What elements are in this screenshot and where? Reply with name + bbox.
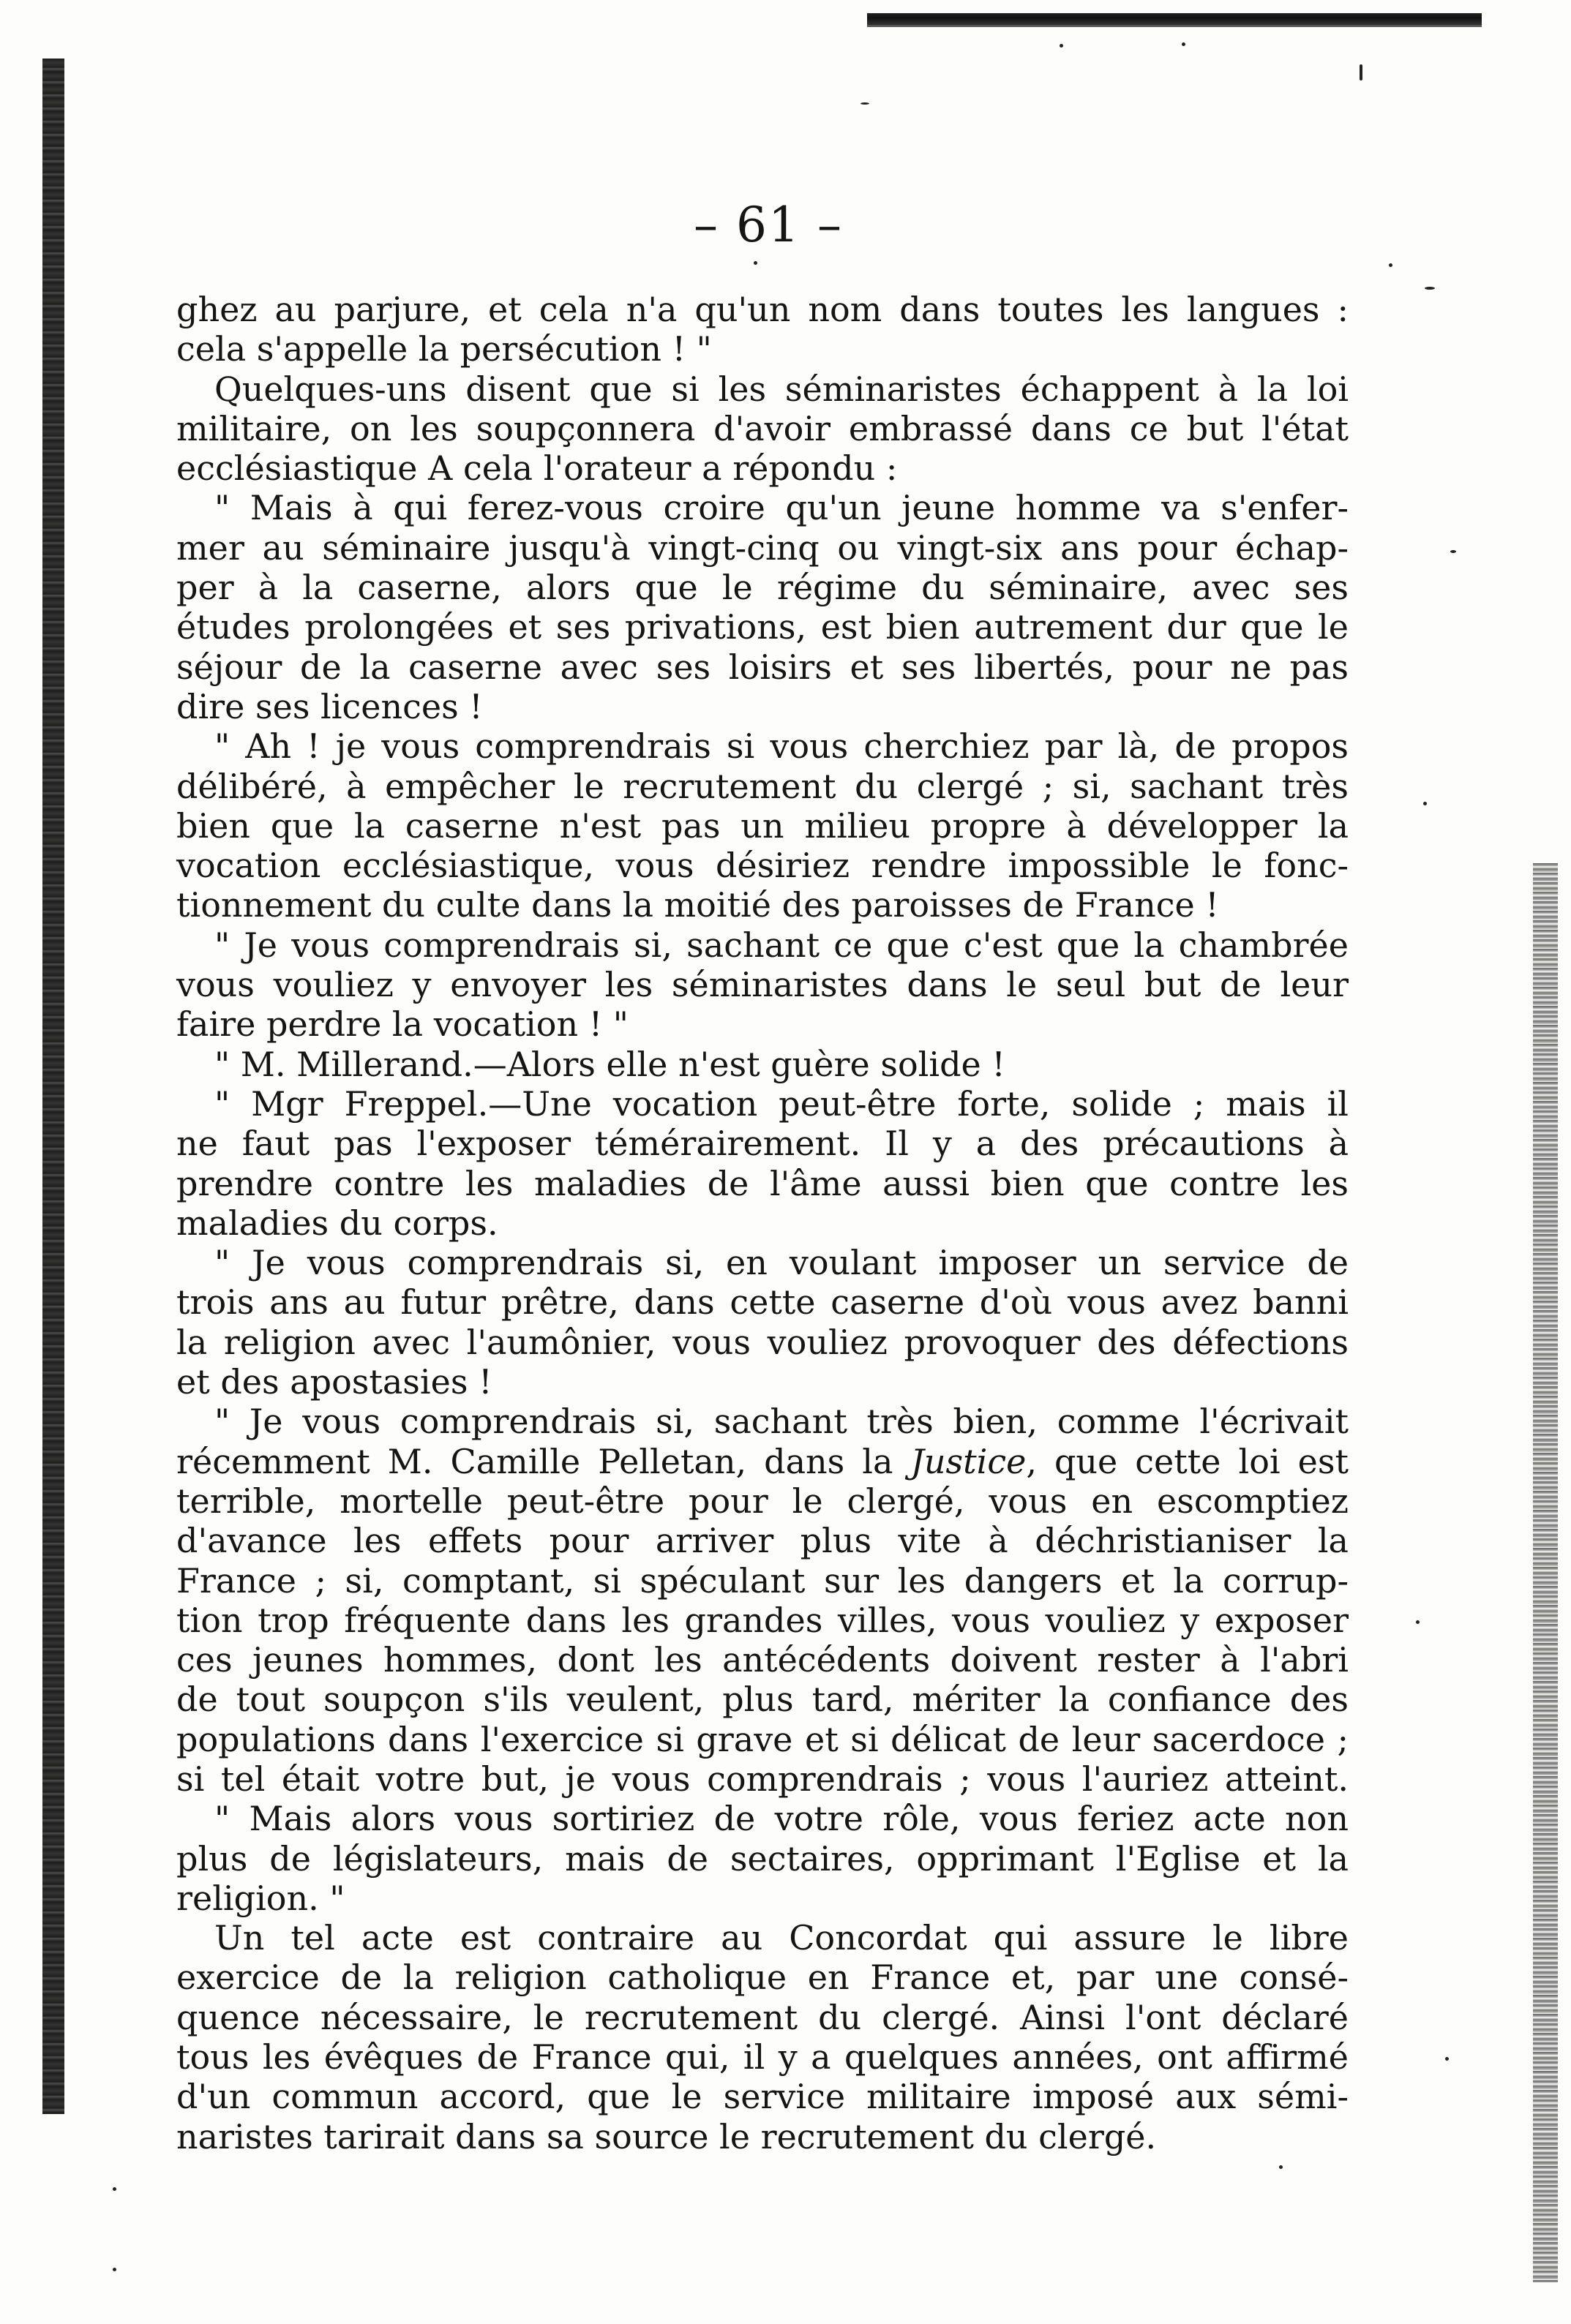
text-line: délibéré, à empêcher le recrutement du clergé ; si, sachant très [176, 766, 1349, 806]
scan-speck [1423, 802, 1427, 805]
text-line: populations dans l'exercice si grave et si délicat de leur sacerdoce ; [176, 1719, 1349, 1759]
text-line: tion trop fréquente dans les grandes villes, vous vouliez y exposer [176, 1600, 1349, 1640]
text-line: religion. " [176, 1878, 345, 1918]
text-line: Un tel acte est contraire au Concordat qui assure le libre [214, 1918, 1349, 1958]
right-binding-edge [1533, 863, 1558, 2282]
scan-speck [1182, 42, 1185, 46]
text-line: et des apostasies ! [176, 1362, 492, 1402]
scan-speck [1445, 2057, 1449, 2061]
text-line: tous les évêques de France qui, il y a quelques années, ont affirmé [176, 2037, 1349, 2077]
text-line: " Ah ! je vous comprendrais si vous cherchiez par là, de propos [214, 726, 1349, 767]
text-line: la religion avec l'aumônier, vous vouliez provoquer des défections [176, 1322, 1349, 1362]
text-line: récemment M. Camille Pelletan, dans la Justice, que cette loi est [176, 1441, 1349, 1481]
text-line: mer au séminaire jusqu'à vingt-cinq ou vingt-six ans pour échap- [176, 527, 1349, 568]
page-number: – 61 – [694, 197, 843, 253]
text-line: ecclésiastique A cela l'orateur a répondu : [176, 448, 898, 489]
text-line: plus de législateurs, mais de sectaires, opprimant l'Eglise et la [176, 1838, 1349, 1879]
text-line: ghez au parjure, et cela n'a qu'un nom dans toutes les langues : [176, 290, 1349, 329]
text-line: exercice de la religion catholique en France et, par une consé- [176, 1958, 1349, 1998]
scan-speck [1425, 287, 1435, 290]
scan-speck [754, 261, 757, 265]
top-rule-artifact [867, 13, 1482, 25]
text-line: d'un commun accord, que le service militaire imposé aux sémi- [176, 2077, 1349, 2117]
left-binding-edge [42, 59, 64, 2114]
text-line: vous vouliez y envoyer les séminaristes dans le seul but de leur [176, 965, 1349, 1005]
text-line: ces jeunes hommes, dont les antécédents doivent rester à l'abri [176, 1640, 1349, 1680]
text-line: faire perdre la vocation ! " [176, 1004, 629, 1045]
text-line: tionnement du culte dans la moitié des paroisses de France ! [176, 885, 1219, 925]
text-line: dire ses licences ! [176, 686, 483, 726]
text-line: trois ans au futur prêtre, dans cette caserne d'où vous avez banni [176, 1282, 1349, 1323]
scan-speck [861, 102, 869, 105]
text-line: per à la caserne, alors que le régime du séminaire, avec ses [176, 568, 1349, 608]
text-line: " Mais à qui ferez-vous croire qu'un jeune homme va s'enfer- [214, 488, 1349, 528]
text-line: d'avance les effets pour arriver plus vite à déchristianiser la [176, 1521, 1349, 1561]
scan-speck [1060, 44, 1063, 48]
top-rule-artifact-thin [867, 25, 1482, 27]
text-line: de tout soupçon s'ils veulent, plus tard, mériter la confiance des [176, 1680, 1349, 1720]
scan-speck [113, 2187, 116, 2191]
text-line: vocation ecclésiastique, vous désiriez rendre impossible le fonc- [176, 846, 1349, 886]
text-line: quence nécessaire, le recrutement du clergé. Ainsi l'ont déclaré [176, 1997, 1349, 2037]
text-line: " Mais alors vous sortiriez de votre rôle, vous feriez acte non [214, 1799, 1349, 1839]
text-line: " M. Millerand.—Alors elle n'est guère solide ! [214, 1044, 1005, 1084]
text-line: Quelques-uns disent que si les séminaristes échappent à la loi [214, 369, 1349, 409]
scan-speck [1416, 1620, 1420, 1624]
text-line: séjour de la caserne avec ses loisirs et ses libertés, pour ne pas [176, 647, 1349, 687]
text-line: cela s'appelle la persécution ! " [176, 329, 712, 369]
text-line: France ; si, comptant, si spéculant sur les dangers et la corrup- [176, 1560, 1349, 1601]
body-text [176, 290, 1349, 2156]
scan-speck [1389, 263, 1392, 267]
scan-speck [1450, 550, 1456, 553]
text-line: maladies du corps. [176, 1203, 498, 1243]
scan-speck [1279, 2165, 1283, 2169]
scan-speck [113, 2268, 116, 2271]
text-line: " Je vous comprendrais si, sachant ce que c'est que la chambrée [214, 925, 1349, 965]
text-line: ne faut pas l'exposer témérairement. Il y a des précautions à [176, 1124, 1349, 1164]
text-line: militaire, on les soupçonnera d'avoir embrassé dans ce but l'état [176, 408, 1349, 448]
text-line: prendre contre les maladies de l'âme aussi bien que contre les [176, 1163, 1349, 1203]
text-line: études prolongées et ses privations, est bien autrement dur que le [176, 607, 1349, 647]
text-line: " Je vous comprendrais si, sachant très bien, comme l'écrivait [214, 1402, 1349, 1442]
text-line: " Mgr Freppel.—Une vocation peut-être forte, solide ; mais il [214, 1083, 1349, 1124]
text-line: si tel était votre but, je vous comprendrais ; vous l'auriez atteint. [176, 1759, 1349, 1799]
text-line: naristes tarirait dans sa source le recrutement du clergé. [176, 2116, 1157, 2156]
text-line: bien que la caserne n'est pas un milieu propre à développer la [176, 805, 1349, 846]
scan-speck [1360, 64, 1362, 80]
text-line: terrible, mortelle peut-être pour le clergé, vous en escomptiez [176, 1481, 1349, 1521]
text-line: " Je vous comprendrais si, en voulant imposer un service de [214, 1243, 1349, 1283]
